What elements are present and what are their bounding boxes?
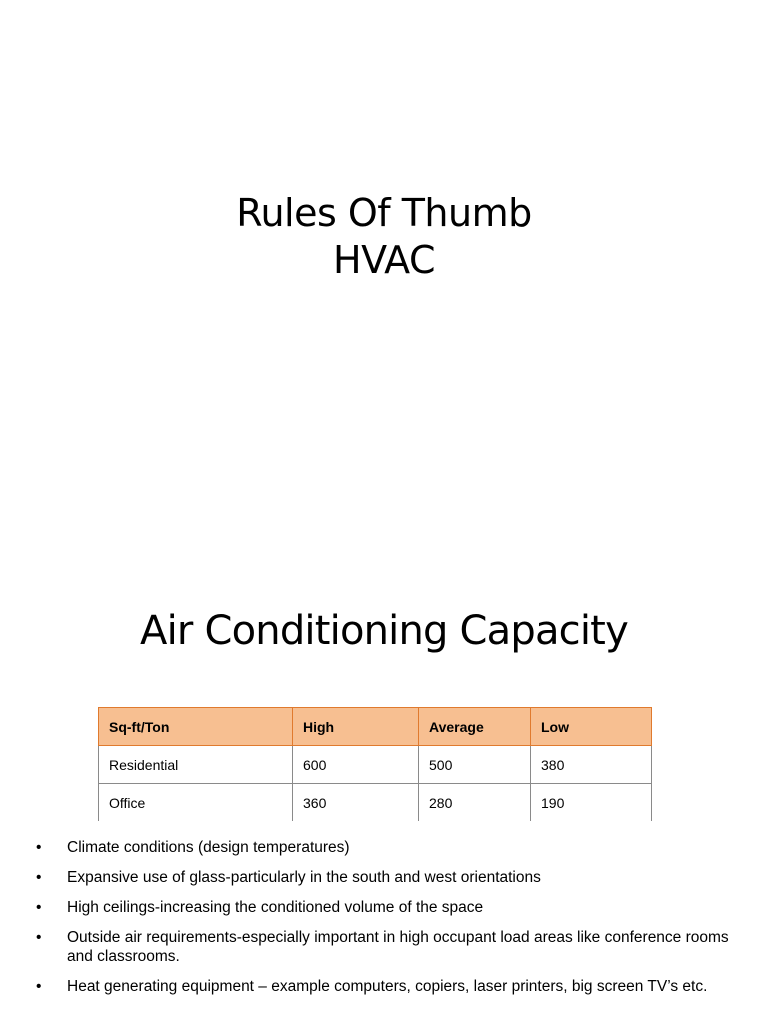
table-cell: 190 bbox=[531, 784, 652, 822]
bullet-dot-icon: • bbox=[36, 899, 42, 916]
list-item bbox=[34, 898, 734, 917]
table-cell: 380 bbox=[531, 746, 652, 784]
list-item bbox=[34, 838, 734, 857]
list-item bbox=[34, 868, 734, 887]
table-row bbox=[99, 746, 652, 784]
title-line-2: HVAC bbox=[333, 238, 435, 282]
bullet-dot-icon: • bbox=[36, 978, 42, 995]
bullet-text: High ceilings-increasing the conditioned volume of the space bbox=[67, 899, 484, 916]
table-header-row bbox=[99, 708, 652, 746]
bullet-dot-icon: • bbox=[36, 869, 42, 886]
list-item bbox=[34, 928, 734, 966]
header-cell-sqft-ton: Sq-ft/Ton bbox=[99, 708, 293, 746]
slide-2-title: Air Conditioning Capacity bbox=[140, 608, 628, 654]
bullet-dot-icon: • bbox=[36, 839, 42, 856]
bullet-text: Heat generating equipment – example computers, copiers, laser printers, big screen TV’s etc. bbox=[67, 978, 708, 995]
factor-bullet-list bbox=[34, 838, 734, 1007]
slide-1-title bbox=[0, 190, 768, 284]
table-cell: 360 bbox=[293, 784, 419, 822]
header-cell-high: High bbox=[293, 708, 419, 746]
bullet-text: Outside air requirements-especially important in high occupant load areas like conference rooms and classrooms. bbox=[67, 929, 729, 965]
table-cell: 500 bbox=[419, 746, 531, 784]
list-item bbox=[34, 977, 734, 996]
header-cell-average: Average bbox=[419, 708, 531, 746]
table-row bbox=[99, 784, 652, 822]
table-cell: 280 bbox=[419, 784, 531, 822]
title-line-1: Rules Of Thumb bbox=[236, 191, 532, 235]
row-label-cell: Residential bbox=[99, 746, 293, 784]
header-cell-low: Low bbox=[531, 708, 652, 746]
bullet-text: Expansive use of glass-particularly in the south and west orientations bbox=[67, 869, 541, 886]
row-label-cell: Office bbox=[99, 784, 293, 822]
table-cell: 600 bbox=[293, 746, 419, 784]
bullet-dot-icon: • bbox=[36, 929, 42, 946]
bullet-text: Climate conditions (design temperatures) bbox=[67, 839, 350, 856]
capacity-table bbox=[98, 707, 652, 821]
